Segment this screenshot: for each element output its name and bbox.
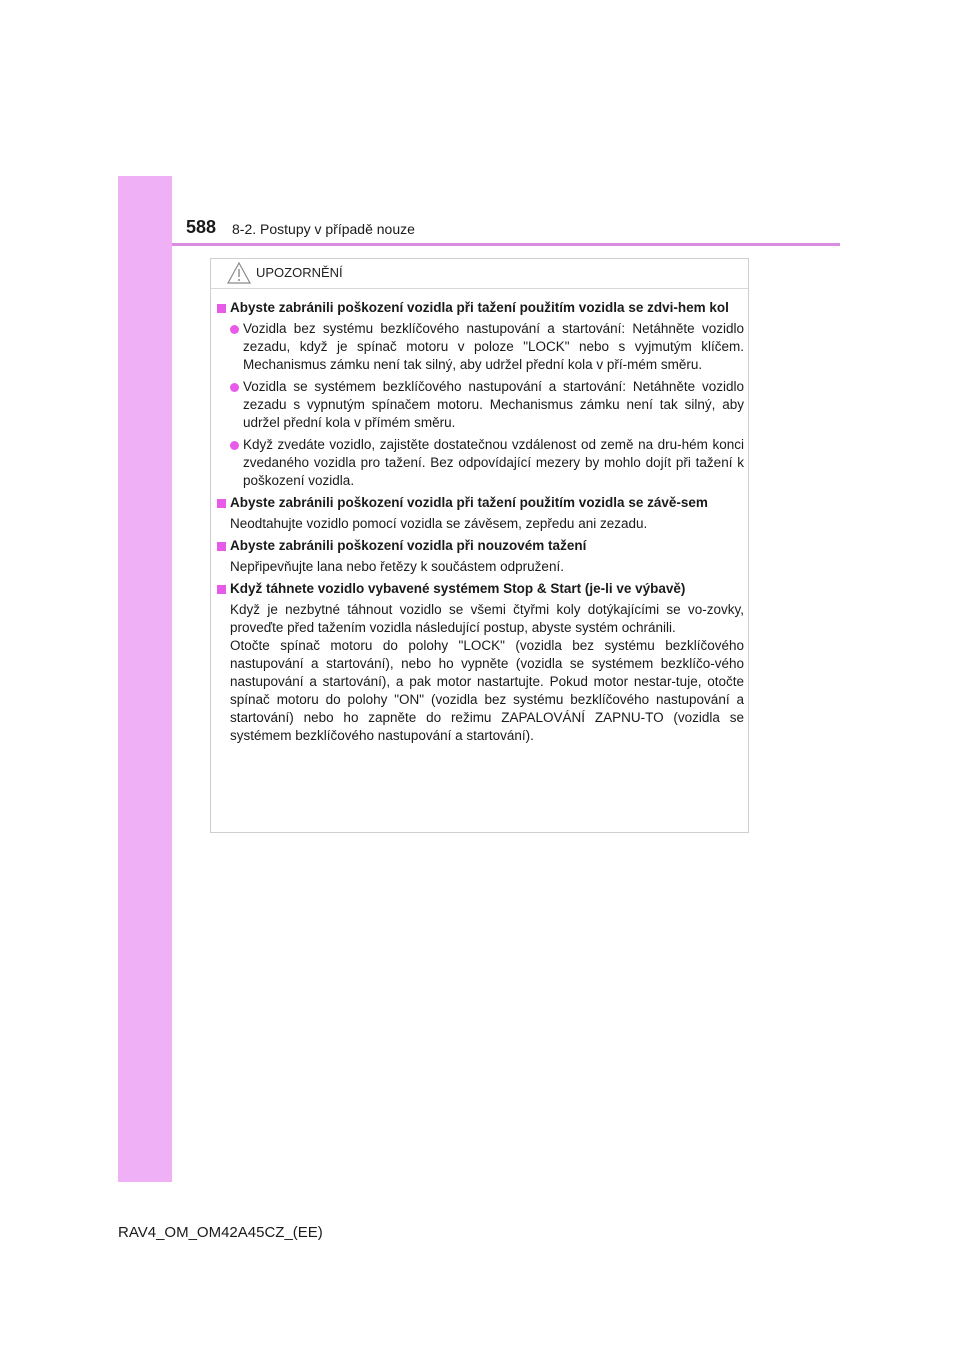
warning-triangle-icon — [227, 262, 251, 289]
section-text: Neodtahujte vozidlo pomocí vozidla se závěsem, zepředu ani zezadu. — [230, 516, 648, 531]
square-bullet-icon — [217, 304, 226, 313]
bullet-item: Když zvedáte vozidlo, zajistěte dostatečnou vzdálenost od země na dru-hém konci zvedaného vozidla pro tažení. Bez odpovídající mezery by mohlo dojít při tažení k poškození vozidla. — [217, 436, 744, 490]
warning-section — [217, 299, 744, 490]
bullet-item: Vozidla bez systému bezklíčového nastupování a startování: Netáhněte vozidlo zezadu, když je spínač motoru v poloze "LOCK" nebo s vyjmutým klíčem. Mechanismus zámku není tak silný, aby udržel přední kola v pří-mém směru. — [217, 320, 744, 374]
chapter-title: 8-2. Postupy v případě nouze — [232, 221, 415, 237]
section-title: Abyste zabránili poškození vozidla při tažení použitím vozidla se závě-sem — [217, 494, 744, 512]
warning-content — [217, 299, 744, 749]
bullet-item: Vozidla se systémem bezklíčového nastupování a startování: Netáhněte vozidlo zezadu s vypnutým spínačem motoru. Mechanismus zámku není tak silný, aby udržel přední kola v přímém směru. — [217, 378, 744, 432]
warning-label: UPOZORNĚNÍ — [256, 265, 343, 280]
section-text: Když je nezbytné táhnout vozidlo se všemi čtyřmi koly dotýkajícími se vo-zovky, proveďte před tažením vozidla následující postup, abyste systém ochránili. — [230, 602, 744, 635]
square-bullet-icon — [217, 585, 226, 594]
round-bullet-icon — [230, 383, 239, 392]
warning-section — [217, 537, 744, 576]
square-bullet-icon — [217, 499, 226, 508]
round-bullet-icon — [230, 325, 239, 334]
section-text: Otočte spínač motoru do polohy "LOCK" (vozidla bez systému bezklíčového nastupování a startování), nebo ho vypněte (vozidla se systémem bezklíčo-vého nastupování a startování), a pak motor nastartujte. Pokud motor nestar-tuje, otočte spínač motoru do polohy "ON" (vozidla bez systému bezklíčového nastupování a startování) nebo ho zapněte do režimu ZAPALOVÁNÍ ZAPNU-TO (vozidla se systémem bezklíčového nastupování a startování). — [230, 638, 744, 743]
section-title: Abyste zabránili poškození vozidla při nouzovém tažení — [217, 537, 744, 555]
section-text: Nepřipevňujte lana nebo řetězy k součástem odpružení. — [230, 559, 564, 574]
square-bullet-icon — [217, 542, 226, 551]
warning-box — [210, 258, 749, 833]
section-title: Když táhnete vozidlo vybavené systémem Stop & Start (je-li ve výbavě) — [217, 580, 744, 598]
page-number: 588 — [186, 217, 217, 237]
side-color-band — [118, 176, 172, 1182]
warning-section — [217, 580, 744, 745]
warning-section — [217, 494, 744, 533]
round-bullet-icon — [230, 441, 239, 450]
document-code: RAV4_OM_OM42A45CZ_(EE) — [118, 1224, 323, 1241]
header-divider — [172, 243, 840, 246]
section-title: Abyste zabránili poškození vozidla při tažení použitím vozidla se zdvi-hem kol — [217, 299, 744, 317]
warning-header — [211, 259, 748, 289]
